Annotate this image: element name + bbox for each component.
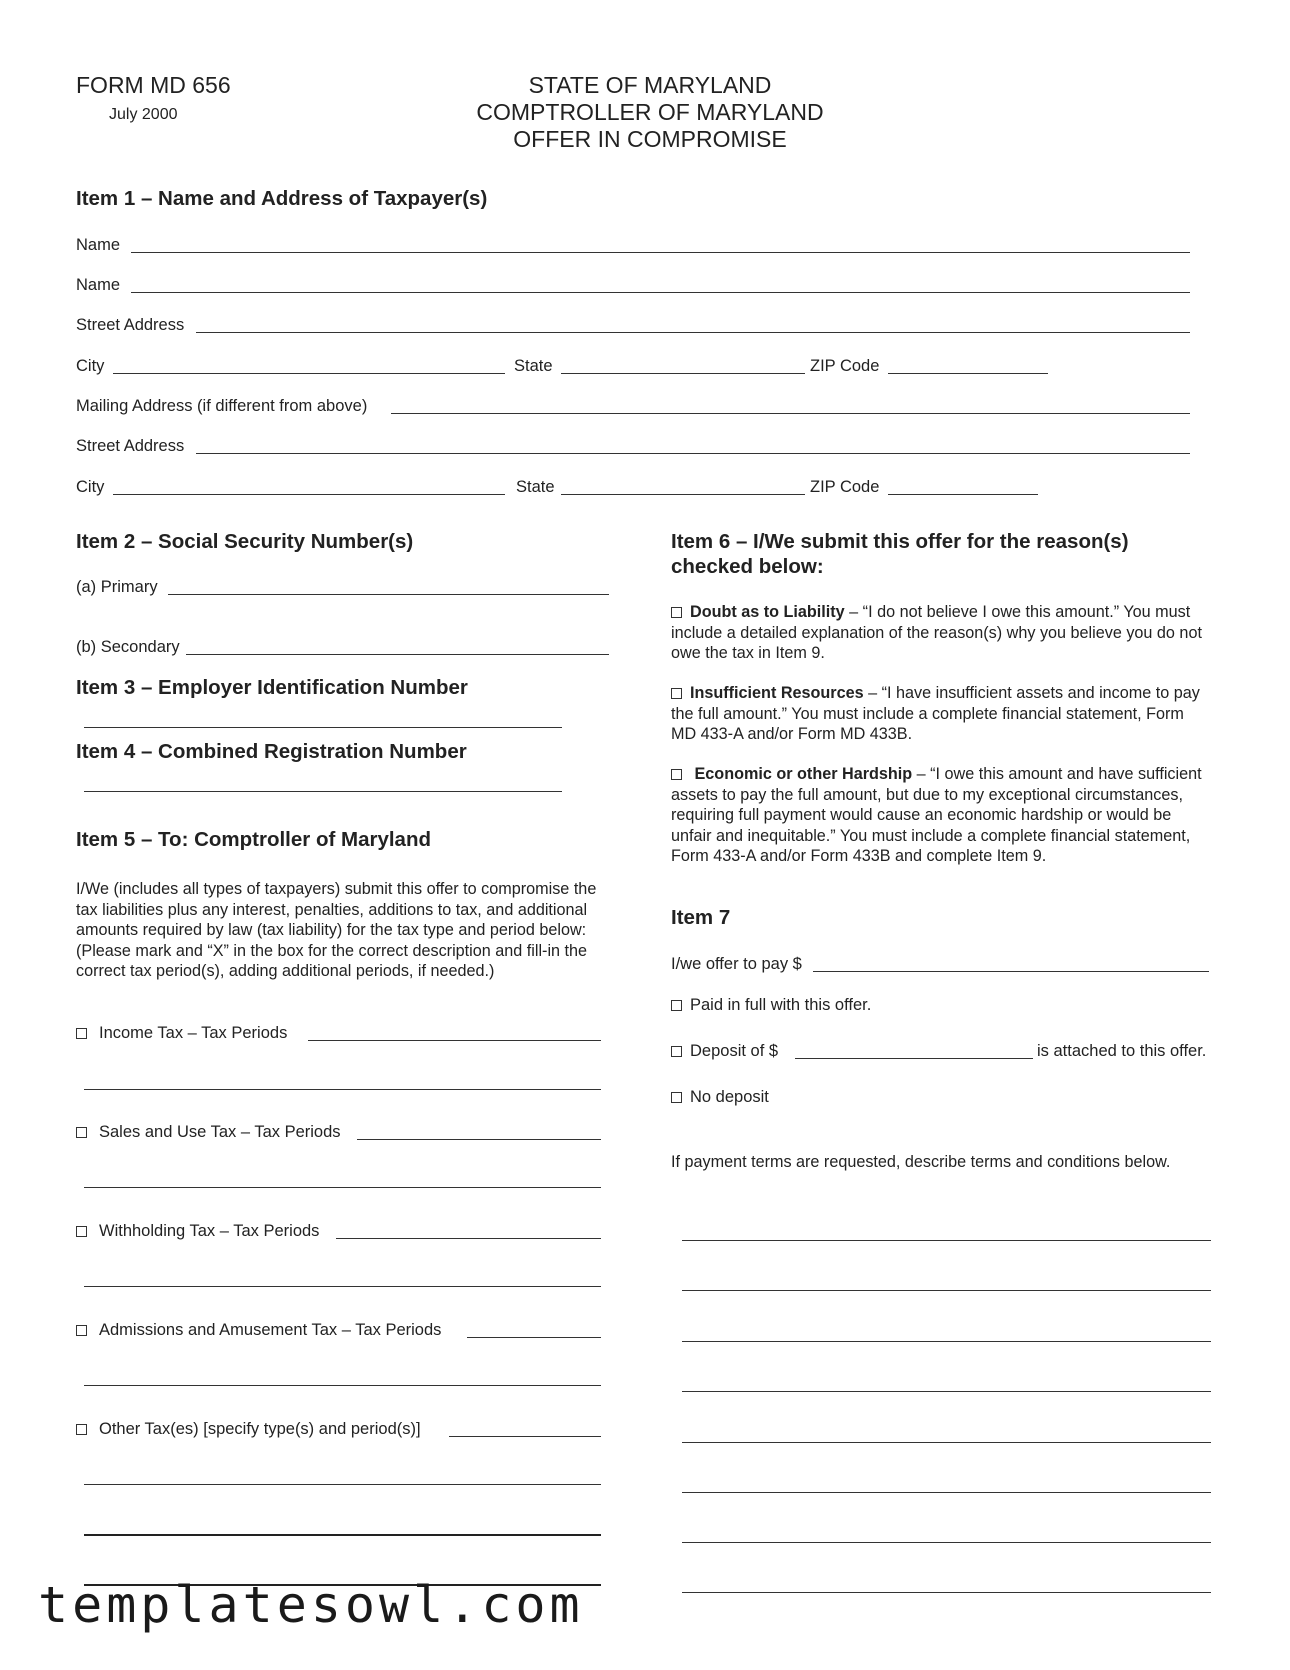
other-tax-option[interactable] xyxy=(76,1420,421,1439)
no-deposit-checkbox[interactable] xyxy=(671,1092,682,1103)
ssn-secondary-label: (b) Secondary xyxy=(76,638,180,656)
withholding-tax-checkbox[interactable] xyxy=(76,1226,87,1237)
withholding-tax-period-field-2[interactable] xyxy=(84,1286,601,1287)
deposit-checkbox[interactable] xyxy=(671,1046,682,1057)
withholding-tax-label: Withholding Tax – Tax Periods xyxy=(99,1222,320,1240)
payment-terms-text: If payment terms are requested, describe terms and conditions below. xyxy=(671,1153,1171,1171)
other-tax-field-2[interactable] xyxy=(84,1484,601,1485)
income-tax-checkbox[interactable] xyxy=(76,1028,87,1039)
item5-heading: Item 5 – To: Comptroller of Maryland xyxy=(76,828,431,851)
name2-label: Name xyxy=(76,276,121,294)
ein-field[interactable] xyxy=(84,727,562,728)
deposit-label: Deposit of $ xyxy=(690,1042,779,1060)
item6-heading-line2: checked below: xyxy=(671,555,824,578)
name1-label: Name xyxy=(76,236,121,254)
other-tax-checkbox[interactable] xyxy=(76,1424,87,1435)
item7-heading: Item 7 xyxy=(671,906,731,929)
withholding-tax-period-field[interactable] xyxy=(336,1238,601,1239)
hardship-text: – “I owe this amount and have sufficient assets to pay the full amount, but due to my exceptional circumstances, requiring full payment would cause an economic hardship or would be unfair and inequitable.” You must include a complete financial statement, Form 433-A and/or Form 433B and complete Item 9. xyxy=(671,765,1202,865)
mailing-field[interactable] xyxy=(391,413,1190,414)
ssn-secondary-field[interactable] xyxy=(186,654,609,655)
item1-heading: Item 1 – Name and Address of Taxpayer(s) xyxy=(76,187,488,210)
insufficient-resources-checkbox[interactable] xyxy=(671,688,682,699)
terms-line-5[interactable] xyxy=(682,1442,1211,1443)
offer-label: I/we offer to pay $ xyxy=(671,955,802,973)
sales-tax-checkbox[interactable] xyxy=(76,1127,87,1138)
income-tax-label: Income Tax – Tax Periods xyxy=(99,1024,288,1042)
admissions-tax-label: Admissions and Amusement Tax – Tax Periods xyxy=(99,1321,442,1339)
terms-line-7[interactable] xyxy=(682,1542,1211,1543)
reason-hardship xyxy=(671,764,1211,867)
state2-field[interactable] xyxy=(561,494,805,495)
doubt-liability-checkbox[interactable] xyxy=(671,607,682,618)
item6-heading-line1: Item 6 – I/We submit this offer for the reason(s) xyxy=(671,530,1129,553)
watermark: templatesowl.com xyxy=(38,1576,584,1634)
paid-in-full-option[interactable] xyxy=(671,996,871,1015)
crn-field[interactable] xyxy=(84,791,562,792)
terms-line-2[interactable] xyxy=(682,1290,1211,1291)
reason-insufficient-resources xyxy=(671,683,1211,745)
zip1-label: ZIP Code xyxy=(810,357,880,375)
deposit-option[interactable] xyxy=(671,1042,778,1061)
reason-doubt-liability xyxy=(671,602,1211,664)
sales-tax-period-field[interactable] xyxy=(357,1139,601,1140)
offer-amount-field[interactable] xyxy=(813,971,1209,972)
name1-field[interactable] xyxy=(131,252,1190,253)
admissions-tax-checkbox[interactable] xyxy=(76,1325,87,1336)
form-title: OFFER IN COMPROMISE xyxy=(513,126,787,152)
state2-label: State xyxy=(516,478,555,496)
income-tax-period-field[interactable] xyxy=(308,1040,601,1041)
street2-label: Street Address xyxy=(76,437,185,455)
item3-heading: Item 3 – Employer Identification Number xyxy=(76,676,468,699)
city1-field[interactable] xyxy=(113,373,505,374)
sales-tax-option[interactable] xyxy=(76,1123,341,1142)
deposit-amount-field[interactable] xyxy=(795,1058,1033,1059)
terms-line-1[interactable] xyxy=(682,1240,1211,1241)
admissions-tax-period-field-2[interactable] xyxy=(84,1385,601,1386)
name2-field[interactable] xyxy=(131,292,1190,293)
doubt-liability-text: – “I do not believe I owe this amount.” You must include a detailed explanation of the reason(s) why you believe you do not owe the tax in Item 9. xyxy=(671,603,1202,662)
form-date: July 2000 xyxy=(109,106,178,123)
terms-line-3[interactable] xyxy=(682,1341,1211,1342)
mailing-label: Mailing Address (if different from above) xyxy=(76,397,368,415)
no-deposit-label: No deposit xyxy=(690,1088,769,1106)
withholding-tax-option[interactable] xyxy=(76,1222,319,1241)
state1-field[interactable] xyxy=(561,373,805,374)
admissions-tax-option[interactable] xyxy=(76,1321,441,1340)
street1-label: Street Address xyxy=(76,316,185,334)
terms-line-8[interactable] xyxy=(682,1592,1211,1593)
insufficient-resources-title: Insufficient Resources xyxy=(690,684,864,702)
ssn-primary-field[interactable] xyxy=(168,594,609,595)
state1-label: State xyxy=(514,357,553,375)
street1-field[interactable] xyxy=(196,332,1190,333)
hardship-checkbox[interactable] xyxy=(671,769,682,780)
paid-in-full-checkbox[interactable] xyxy=(671,1000,682,1011)
other-tax-field-3[interactable] xyxy=(84,1534,601,1536)
other-tax-label: Other Tax(es) [specify type(s) and period(s)] xyxy=(99,1420,421,1438)
form-number: FORM MD 656 xyxy=(76,72,231,98)
hardship-title: Economic or other Hardship xyxy=(694,765,913,783)
city1-label: City xyxy=(76,357,105,375)
income-tax-option[interactable] xyxy=(76,1024,287,1043)
street2-field[interactable] xyxy=(196,453,1190,454)
paid-in-full-label: Paid in full with this offer. xyxy=(690,996,872,1014)
income-tax-period-field-2[interactable] xyxy=(84,1089,601,1090)
zip2-label: ZIP Code xyxy=(810,478,880,496)
terms-line-6[interactable] xyxy=(682,1492,1211,1493)
sales-tax-period-field-2[interactable] xyxy=(84,1187,601,1188)
item5-text: I/We (includes all types of taxpayers) submit this offer to compromise the tax liabilities plus any interest, penalties, additions to tax, and additional amounts required by law (tax liability) for the tax type and period below: (Please mark and “X” in the box for the correct description and fill-in the correct tax period(s), adding additional periods, if needed.) xyxy=(76,880,597,980)
no-deposit-option[interactable] xyxy=(671,1088,769,1107)
item2-heading: Item 2 – Social Security Number(s) xyxy=(76,530,414,553)
zip1-field[interactable] xyxy=(888,373,1048,374)
other-tax-field[interactable] xyxy=(449,1436,601,1437)
terms-line-4[interactable] xyxy=(682,1391,1211,1392)
admissions-tax-period-field[interactable] xyxy=(467,1337,601,1338)
deposit-suffix: is attached to this offer. xyxy=(1037,1042,1207,1060)
sales-tax-label: Sales and Use Tax – Tax Periods xyxy=(99,1123,341,1141)
state-title: STATE OF MARYLAND xyxy=(528,72,772,98)
doubt-liability-title: Doubt as to Liability xyxy=(690,603,845,621)
agency-title: COMPTROLLER OF MARYLAND xyxy=(476,99,824,125)
zip2-field[interactable] xyxy=(888,494,1038,495)
city2-label: City xyxy=(76,478,105,496)
city2-field[interactable] xyxy=(113,494,505,495)
insufficient-resources-text: – “I have insufficient assets and income to pay the full amount.” You must include a complete financial statement, Form MD 433-A and/or Form MD 433B. xyxy=(671,684,1200,743)
item4-heading: Item 4 – Combined Registration Number xyxy=(76,740,467,763)
ssn-primary-label: (a) Primary xyxy=(76,578,158,596)
